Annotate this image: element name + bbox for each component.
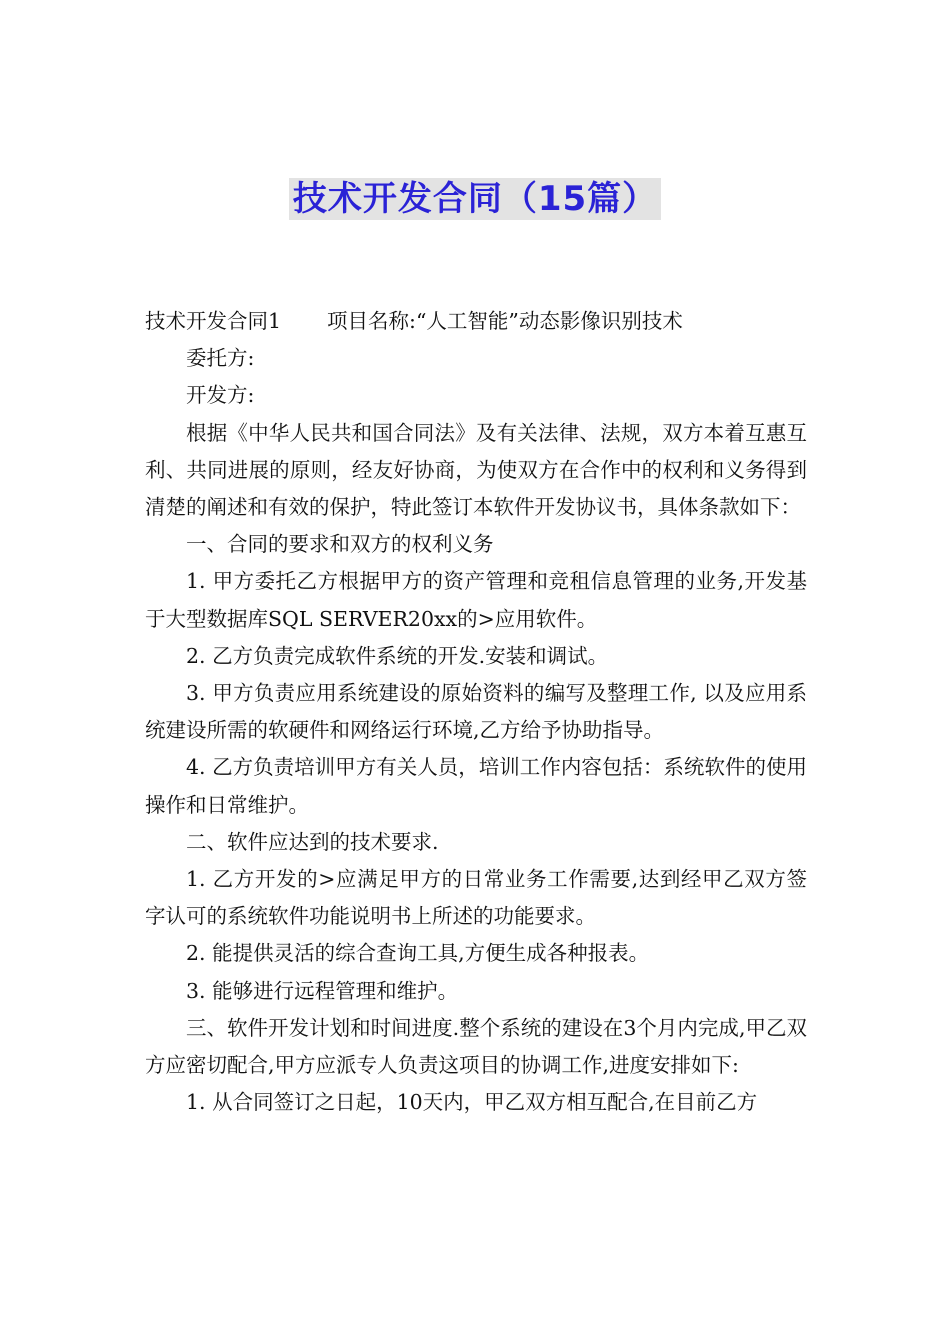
paragraph: 1. 从合同签订之日起，10天内，甲乙双方相互配合,在目前乙方 (186, 1090, 758, 1115)
paragraph: 3. 甲方负责应用系统建设的原始资料的编写及整理工作, 以及应用系统建设所需的软硬件和网络运行环境,乙方给予协助指导。 (145, 681, 807, 743)
contract-label: 技术开发合同1 (145, 309, 282, 333)
paragraph: 委托方: (186, 346, 255, 371)
paragraph: 3. 能够进行远程管理和维护。 (186, 978, 459, 1003)
paragraph: 4. 乙方负责培训甲方有关人员，培训工作内容包括：系统软件的使用操作和日常维护。 (145, 755, 807, 817)
section-heading: 一、合同的要求和双方的权利义务 (186, 532, 494, 557)
paragraph: 根据《中华人民共和国合同法》及有关法律、法规，双方本着互惠互利、共同进展的原则，经友好协商，为使双方在合作中的权利和义务得到清楚的阐述和有效的保护，特此签订本软件开发协议书，具体条款如下： (145, 420, 807, 520)
document-title: 技术开发合同（15篇） (289, 178, 661, 220)
section-heading: 二、软件应达到的技术要求. (186, 829, 439, 854)
paragraph: 1. 乙方开发的>应满足甲方的日常业务工作需要,达到经甲乙双方签字认可的系统软件功能说明书上所述的功能要求。 (145, 867, 807, 929)
project-name: 项目名称:“人工智能”动态影像识别技术 (327, 309, 683, 333)
paragraph: 2. 乙方负责完成软件系统的开发.安装和调试。 (186, 643, 609, 668)
document-body (145, 303, 807, 1121)
paragraph: 2. 能提供灵活的综合查询工具,方便生成各种报表。 (186, 941, 650, 966)
paragraph: 三、软件开发计划和时间进度.整个系统的建设在3个月内完成,甲乙双方应密切配合,甲方应派专人负责这项目的协调工作,进度安排如下: (145, 1015, 807, 1078)
paragraph: 开发方: (186, 383, 255, 408)
first-line (145, 303, 807, 340)
paragraph: 1. 甲方委托乙方根据甲方的资产管理和竞租信息管理的业务,开发基于大型数据库SQL SERVER20xx的>应用软件。 (145, 569, 807, 631)
title-container (0, 178, 950, 220)
